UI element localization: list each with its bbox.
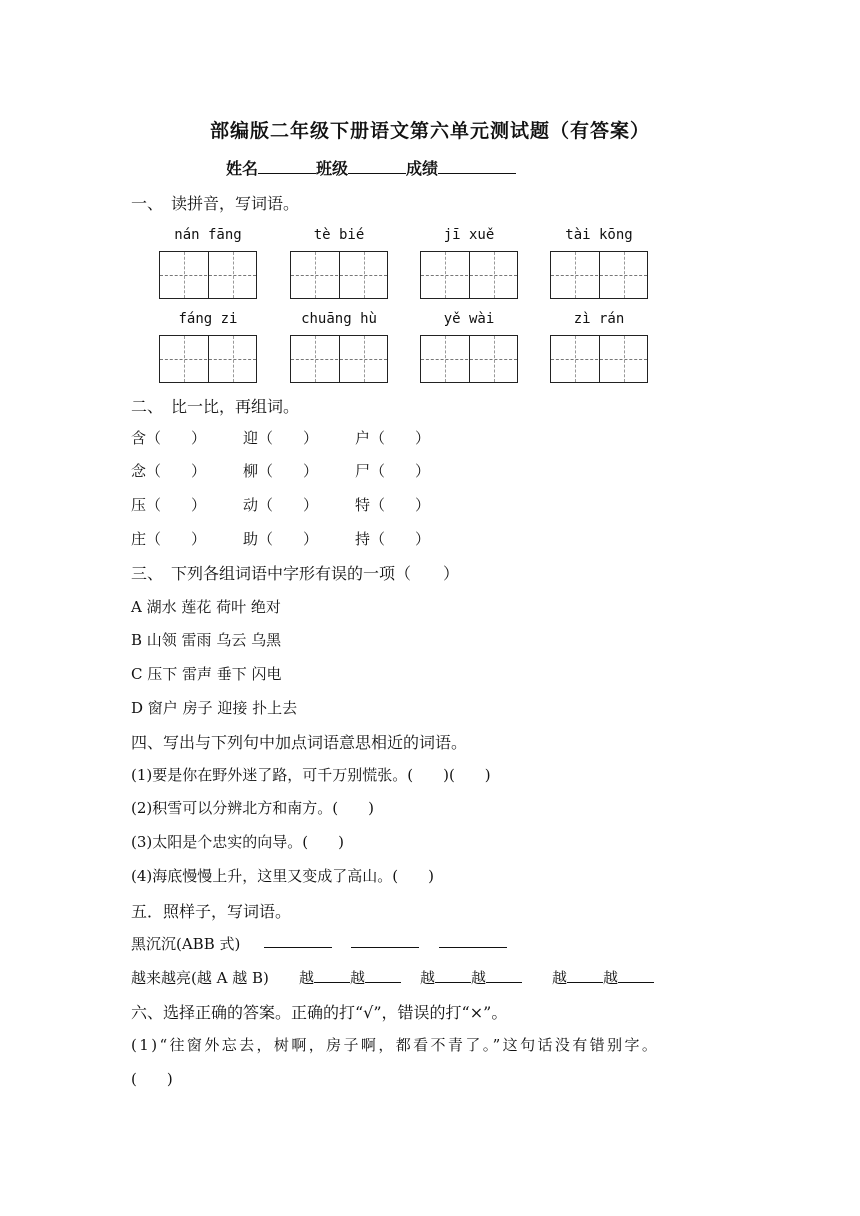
compare-item: 迎（ ）: [243, 429, 319, 447]
pinyin-label: tè bié: [313, 227, 365, 243]
option-c: C 压下 雷声 垂下 闪电: [131, 665, 282, 683]
score-blank: [438, 159, 516, 174]
question-item: (3)太阳是个忠实的向导。( ): [131, 833, 344, 851]
writing-grid[interactable]: [290, 335, 388, 383]
option-d: D 窗户 房子 迎接 扑上去: [131, 699, 298, 717]
section-6-heading: 六、选择正确的答案。正确的打“√”，错误的打“×”。: [131, 1003, 508, 1022]
compare-item: 户（ ）: [355, 429, 431, 447]
compare-item: 助（ ）: [243, 530, 319, 548]
question-item: (1)要是你在野外迷了路，可千万别慌张。( )( ): [131, 766, 491, 784]
class-blank: [348, 159, 406, 174]
pinyin-label: nán fāng: [174, 227, 242, 243]
compare-item: 念（ ）: [131, 462, 207, 480]
writing-grid[interactable]: [290, 251, 388, 299]
compare-item: 尸（ ）: [355, 462, 431, 480]
pinyin-label: yě wài: [443, 311, 495, 327]
writing-grid[interactable]: [420, 251, 518, 299]
compare-item: 动（ ）: [243, 496, 319, 514]
yue-pattern: 越 越: [299, 967, 401, 988]
section-1-heading: 一、 读拼音，写词语。: [131, 194, 300, 213]
answer-blank[interactable]: [351, 947, 419, 948]
writing-grid[interactable]: [159, 335, 257, 383]
pinyin-label: jī xuě: [443, 227, 495, 243]
section-5-heading: 五．照样子，写词语。: [131, 902, 292, 921]
yue-pattern: 越 越: [420, 967, 522, 988]
pinyin-label: chuāng hù: [301, 311, 377, 327]
writing-grid[interactable]: [420, 335, 518, 383]
question-item: (1)“往窗外忘去，树啊，房子啊，都看不青了。”这句话没有错别字。: [131, 1036, 660, 1054]
writing-grid[interactable]: [159, 251, 257, 299]
compare-item: 含（ ）: [131, 429, 207, 447]
question-item: (4)海底慢慢上升，这里又变成了高山。( ): [131, 867, 434, 885]
writing-grid[interactable]: [550, 335, 648, 383]
section-2-heading: 二、 比一比，再组词。: [131, 397, 300, 416]
answer-blank[interactable]: [439, 947, 507, 948]
name-blank: [258, 159, 316, 174]
abb-label: 黑沉沉(ABB 式): [131, 935, 241, 953]
answer-blank[interactable]: [264, 947, 332, 948]
yue-label: 越来越亮(越 A 越 B): [131, 969, 269, 987]
option-a: A 湖水 莲花 荷叶 绝对: [131, 598, 281, 616]
pinyin-label: tài kōng: [565, 227, 633, 243]
writing-grid[interactable]: [550, 251, 648, 299]
compare-item: 特（ ）: [355, 496, 431, 514]
student-info: [226, 156, 516, 179]
class-label: 班级: [316, 159, 349, 178]
score-label: 成绩: [406, 159, 439, 178]
question-item: (2)积雪可以分辨北方和南方。( ): [131, 799, 374, 817]
yue-pattern: 越 越: [552, 967, 654, 988]
answer-paren: ( ): [131, 1070, 173, 1088]
pinyin-label: zì rán: [573, 311, 625, 327]
pinyin-label: fáng zi: [178, 311, 238, 327]
compare-item: 庄（ ）: [131, 530, 207, 548]
name-label: 姓名: [226, 159, 259, 178]
compare-item: 压（ ）: [131, 496, 207, 514]
option-b: B 山领 雷雨 乌云 乌黑: [131, 631, 282, 649]
compare-item: 持（ ）: [355, 530, 431, 548]
section-4-heading: 四、写出与下列句中加点词语意思相近的词语。: [131, 733, 468, 752]
page-title: 部编版二年级下册语文第六单元测试题（有答案）: [209, 120, 650, 142]
compare-item: 柳（ ）: [243, 462, 319, 480]
section-3-heading: 三、 下列各组词语中字形有误的一项（ ）: [131, 564, 460, 583]
